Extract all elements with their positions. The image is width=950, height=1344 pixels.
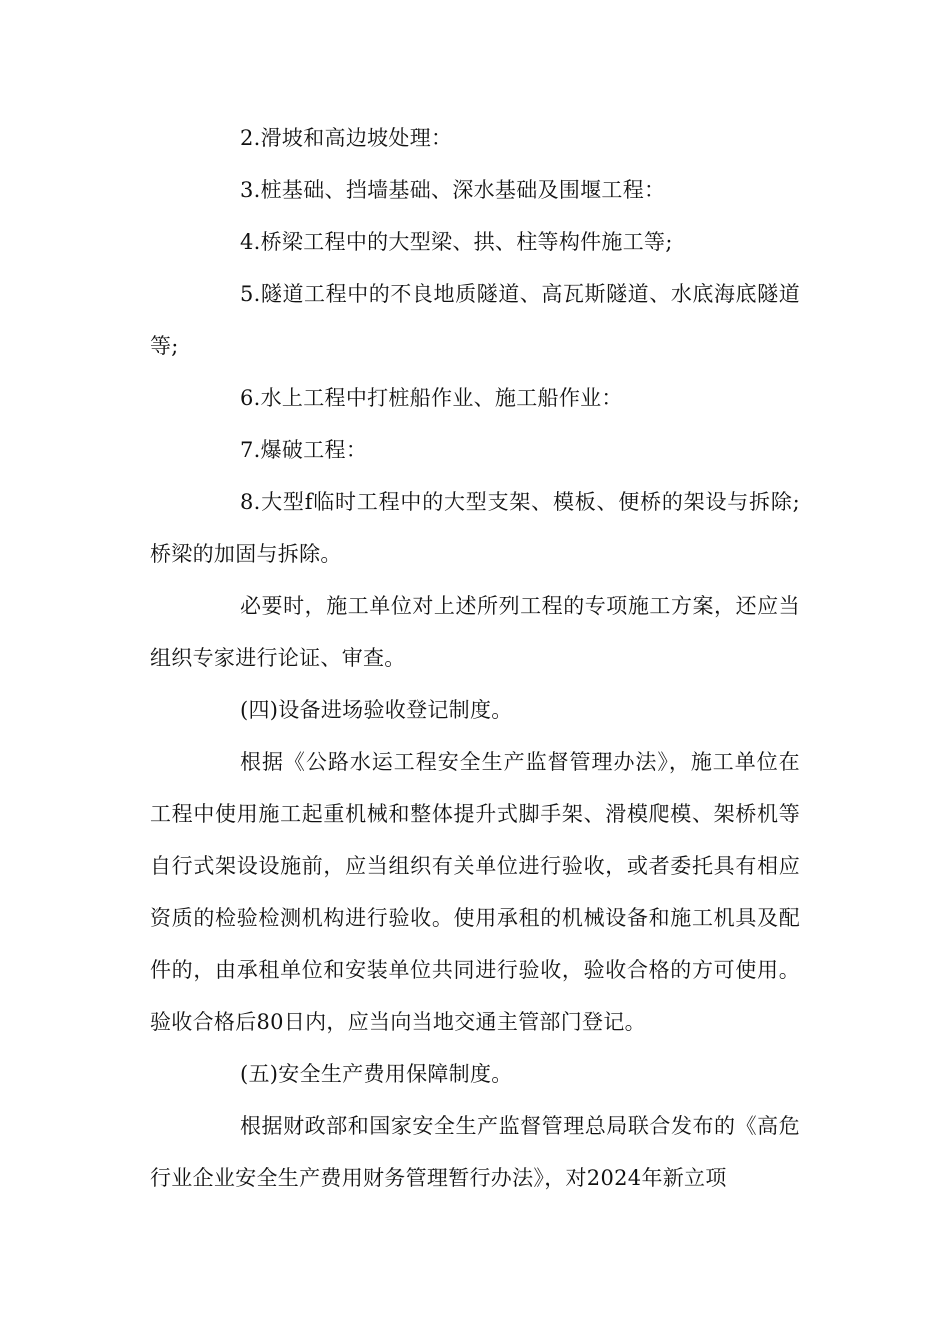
paragraph-safety-funds: 根据财政部和国家安全生产监督管理总局联合发布的《高危行业企业安全生产费用财务管理暂行办法》，对2024年新立项	[150, 1114, 800, 1190]
paragraph-expert-review: 必要时，施工单位对上述所列工程的专项施工方案，还应当组织专家进行论证、审查。	[150, 594, 800, 670]
list-item-2: 2.滑坡和高边坡处理：	[240, 126, 453, 150]
list-item-6: 6.水上工程中打桩船作业、施工船作业：	[240, 386, 623, 410]
document-body	[150, 112, 800, 1204]
section-heading-5: (五)安全生产费用保障制度。	[240, 1062, 513, 1086]
list-item-5: 5.隧道工程中的不良地质隧道、高瓦斯隧道、水底海底隧道等;	[150, 282, 800, 358]
paragraph-equipment-acceptance: 根据《公路水运工程安全生产监督管理办法》，施工单位在工程中使用施工起重机械和整体提升式脚手架、滑模爬模、架桥机等自行式架设设施前，应当组织有关单位进行验收，或者委托具有相应资质的检验检测机构进行验收。使用承租的机械设备和施工机具及配件的，由承租单位和安装单位共同进行验收，验收合格的方可使用。验收合格后80日内，应当向当地交通主管部门登记。	[150, 750, 800, 1034]
list-item-8: 8.大型f临时工程中的大型支架、模板、便桥的架设与拆除;桥梁的加固与拆除。	[150, 490, 800, 566]
list-item-3: 3.桩基础、挡墙基础、深水基础及围堰工程：	[240, 178, 666, 202]
list-item-7: 7.爆破工程：	[240, 438, 368, 462]
list-item-4: 4.桥梁工程中的大型梁、拱、柱等构件施工等;	[240, 230, 673, 254]
section-heading-4: (四)设备进场验收登记制度。	[240, 698, 513, 722]
